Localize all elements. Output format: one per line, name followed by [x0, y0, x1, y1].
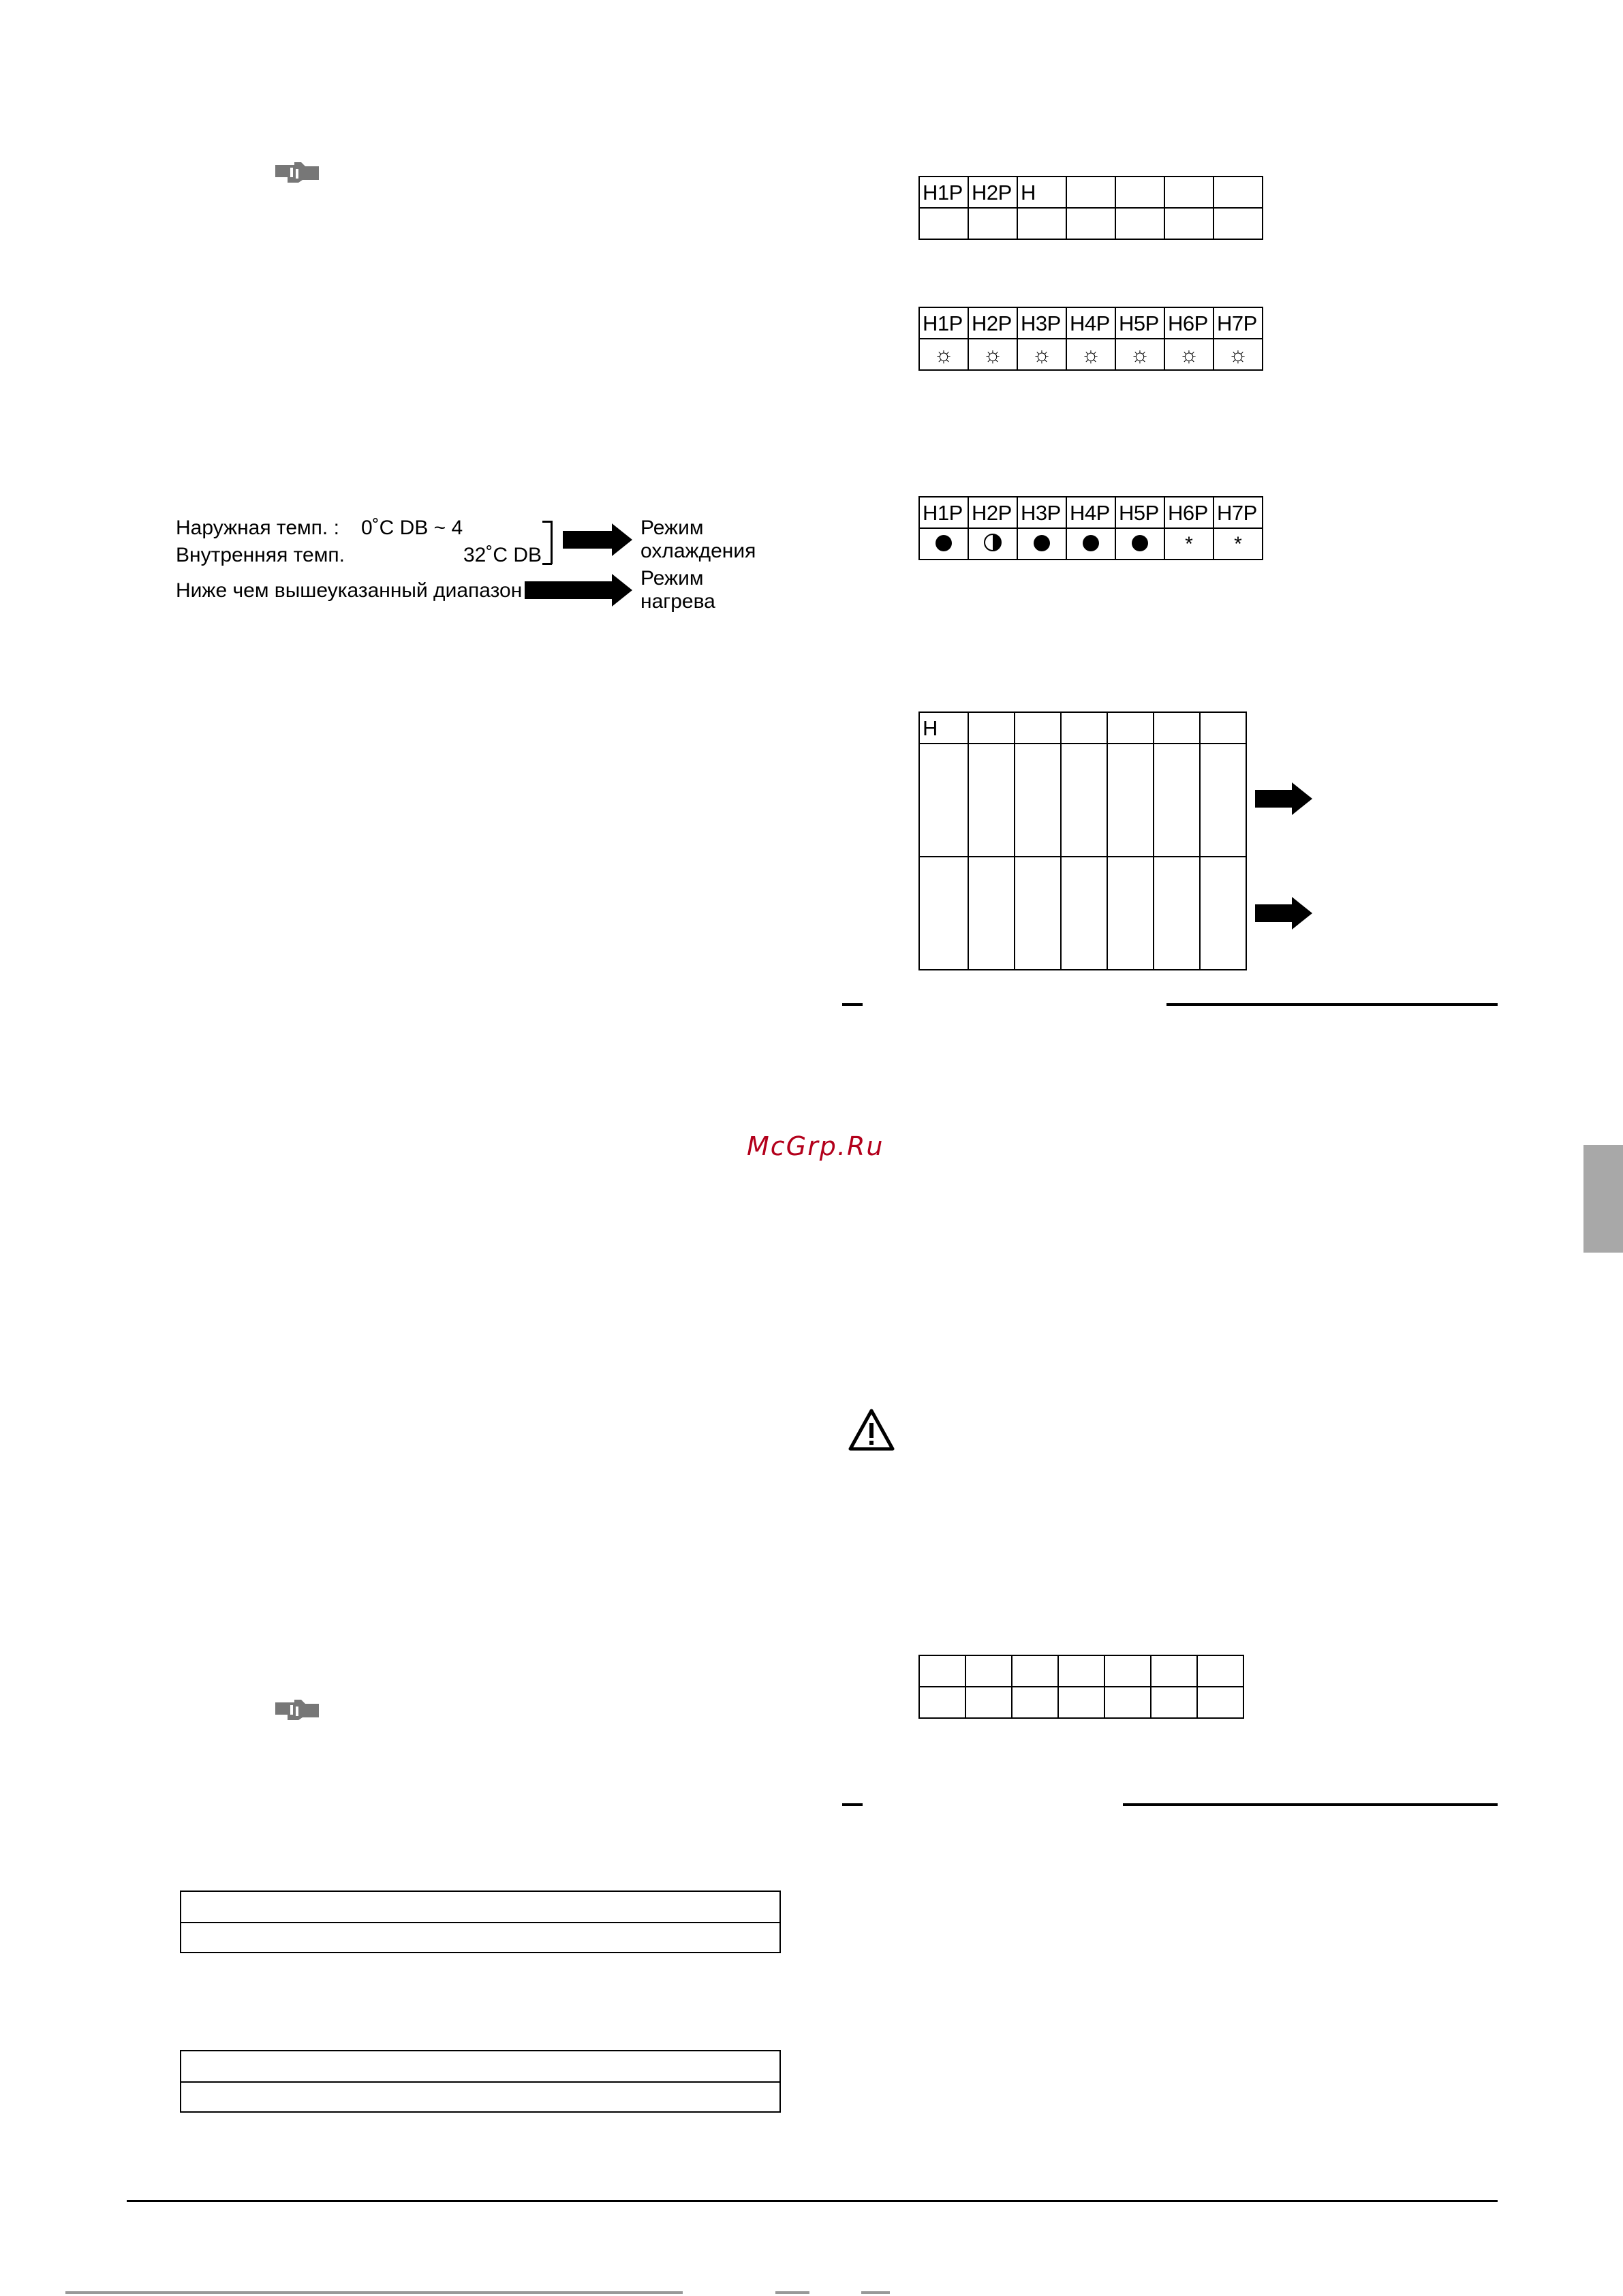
led-header: H	[1017, 177, 1066, 208]
led-header: H6P	[1164, 497, 1214, 528]
footer-fragment	[861, 2291, 890, 2294]
led-header: H5P	[1115, 307, 1164, 339]
led-state-cell	[1115, 208, 1164, 239]
arrow-right-icon	[1255, 782, 1312, 815]
led-state-cell	[1066, 208, 1115, 239]
led-header: H7P	[1214, 497, 1263, 528]
led-header: H3P	[1017, 307, 1066, 339]
arrow-right-icon	[1255, 897, 1312, 930]
led-table-5	[918, 1655, 1244, 1719]
sun-icon: ☼	[1032, 342, 1052, 367]
pointing-hand-icon	[274, 159, 323, 185]
led-table-4	[918, 711, 1247, 970]
led-header	[1214, 177, 1263, 208]
led-state-cell	[919, 208, 968, 239]
led-header	[1164, 177, 1214, 208]
indoor-temp-value: 32˚C DB	[463, 544, 542, 566]
led-on-icon	[1034, 535, 1050, 551]
led-table-3	[918, 496, 1263, 560]
led-table-2	[918, 307, 1263, 371]
sun-icon: ☼	[1228, 342, 1248, 367]
warning-icon	[848, 1408, 895, 1452]
outdoor-temp-value: 0˚C DB ~ 4	[361, 517, 463, 539]
side-tab	[1583, 1145, 1623, 1253]
section-rule-long	[1166, 1003, 1498, 1006]
below-range-label: Ниже чем вышеуказанный диапазон	[176, 579, 523, 602]
heating-arrow-icon	[525, 574, 632, 607]
led-header: H3P	[1017, 497, 1066, 528]
led-header	[1066, 177, 1115, 208]
sun-icon: ☼	[1130, 342, 1150, 367]
asterisk-icon: *	[1234, 533, 1242, 555]
led-state-cell	[1017, 208, 1066, 239]
indoor-temp-label: Внутренняя темп.	[176, 544, 345, 566]
sun-icon: ☼	[933, 342, 954, 367]
watermark: McGrp.Ru	[747, 1131, 884, 1161]
section-rule-long	[1123, 1803, 1498, 1806]
section-rule-short	[842, 1003, 863, 1006]
pointing-hand-icon	[274, 1697, 323, 1723]
led-header: H4P	[1066, 497, 1115, 528]
led-state-cell	[968, 208, 1017, 239]
led-header: H5P	[1115, 497, 1164, 528]
footer-fragment	[775, 2291, 809, 2294]
cooling-arrow-icon	[563, 523, 632, 556]
led-header: H1P	[919, 497, 968, 528]
led-on-icon	[1132, 535, 1148, 551]
led-header: H6P	[1164, 307, 1214, 339]
sun-icon: ☼	[1081, 342, 1101, 367]
heating-mode-line2: нагрева	[640, 590, 715, 613]
cooling-mode-line2: охлаждения	[640, 540, 756, 562]
range-bracket	[551, 521, 553, 564]
section-rule-short	[842, 1803, 863, 1806]
led-on-icon	[1083, 535, 1099, 551]
led-header: H2P	[968, 177, 1017, 208]
sun-icon: ☼	[1179, 342, 1199, 367]
heating-mode-line1: Режим	[640, 567, 704, 590]
led-header: H1P	[919, 177, 968, 208]
blank-table-1	[180, 1891, 781, 1953]
led-header: H2P	[968, 307, 1017, 339]
footer-rule	[127, 2200, 1498, 2202]
cooling-mode-line1: Режим	[640, 517, 704, 539]
outdoor-temp-label: Наружная темп. :	[176, 517, 339, 539]
footer-fragment	[65, 2291, 683, 2294]
led-header: H4P	[1066, 307, 1115, 339]
led-half-icon	[984, 534, 1002, 551]
led-table-1	[918, 176, 1263, 240]
asterisk-icon: *	[1185, 533, 1193, 555]
led-header: H1P	[919, 307, 968, 339]
blank-table-2	[180, 2050, 781, 2113]
led-state-cell	[1214, 208, 1263, 239]
led-header: H7P	[1214, 307, 1263, 339]
led-on-icon	[936, 535, 952, 551]
led-header: H2P	[968, 497, 1017, 528]
range-bracket	[542, 563, 552, 565]
led-header	[1115, 177, 1164, 208]
led-header: H	[919, 712, 968, 744]
sun-icon: ☼	[983, 342, 1003, 367]
led-state-cell	[1164, 208, 1214, 239]
